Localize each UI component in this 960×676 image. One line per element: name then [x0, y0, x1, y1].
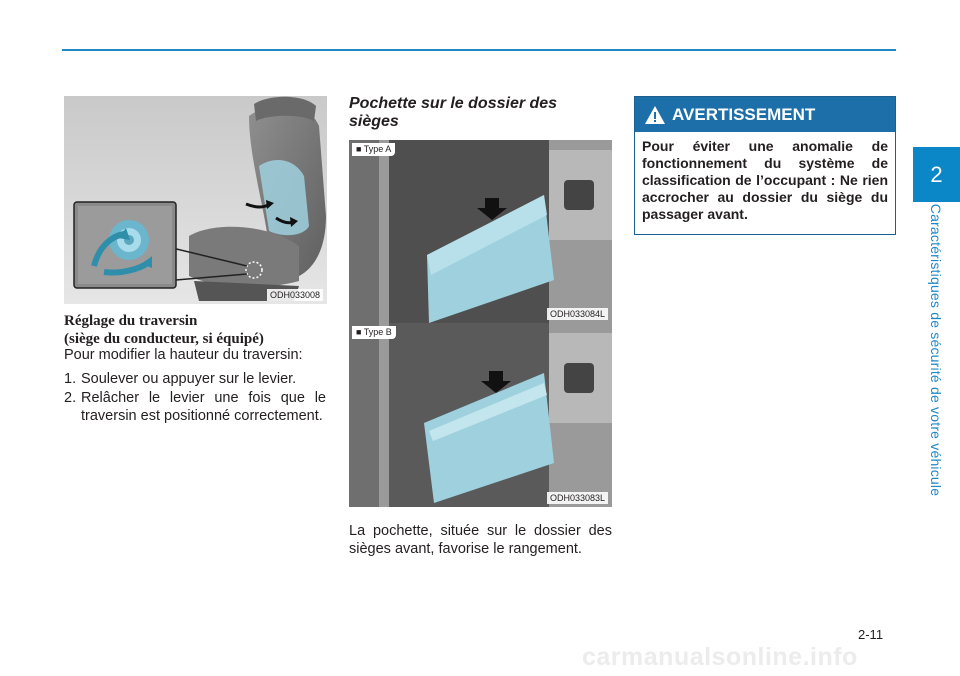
list-item [64, 389, 326, 445]
seat-lumbar-illustration [64, 96, 327, 304]
pocket-description: La pochette, située sur le dossier des sièges avant, favorise le rangement. [349, 523, 612, 557]
figure-code: ODH033084L [547, 308, 608, 320]
pocket-figure-type-b [349, 323, 612, 507]
chapter-number: 2 [930, 162, 943, 187]
list-item [64, 370, 326, 390]
warning-title: AVERTISSEMENT [672, 105, 816, 124]
lumbar-heading-line1: Réglage du traversin [64, 313, 198, 329]
type-a-label: ■ Type A [352, 143, 395, 156]
pocket-type-b-illustration [349, 323, 612, 507]
type-b-label: ■ Type B [352, 326, 396, 339]
watermark: carmanualsonline.info [582, 643, 858, 671]
figure-code: ODH033083L [547, 492, 608, 504]
list-number: 2. [64, 390, 77, 406]
lumbar-heading-line2: (siège du conducteur, si équipé) [64, 331, 264, 347]
warning-header [635, 97, 895, 132]
seat-lumbar-figure [64, 96, 327, 304]
lumbar-intro: Pour modifier la hauteur du traversin: [64, 347, 303, 363]
pocket-section-title: Pochette sur le dossier des sièges [349, 95, 558, 130]
warning-box [634, 96, 896, 235]
list-text: Soulever ou appuyer sur le levier. [81, 371, 297, 387]
chapter-title: Caractéristiques de sécurité de votre véhicule [928, 203, 944, 497]
page-number: 2-11 [858, 627, 884, 642]
pocket-figure-type-a [349, 140, 612, 323]
warning-text: Pour éviter une anomalie de fonctionnement du système de classification de l’occupant : Ne rien accrocher au dossier du siège du passager avant. [642, 138, 888, 222]
figure-code: ODH033008 [267, 289, 323, 301]
top-rule [62, 49, 896, 51]
list-number: 1. [64, 371, 77, 387]
pocket-type-a-illustration [349, 140, 612, 323]
lumbar-heading [64, 312, 264, 348]
warning-icon [644, 105, 666, 125]
list-text: Relâcher le levier une fois que le traversin est positionné correctement. [81, 390, 326, 424]
